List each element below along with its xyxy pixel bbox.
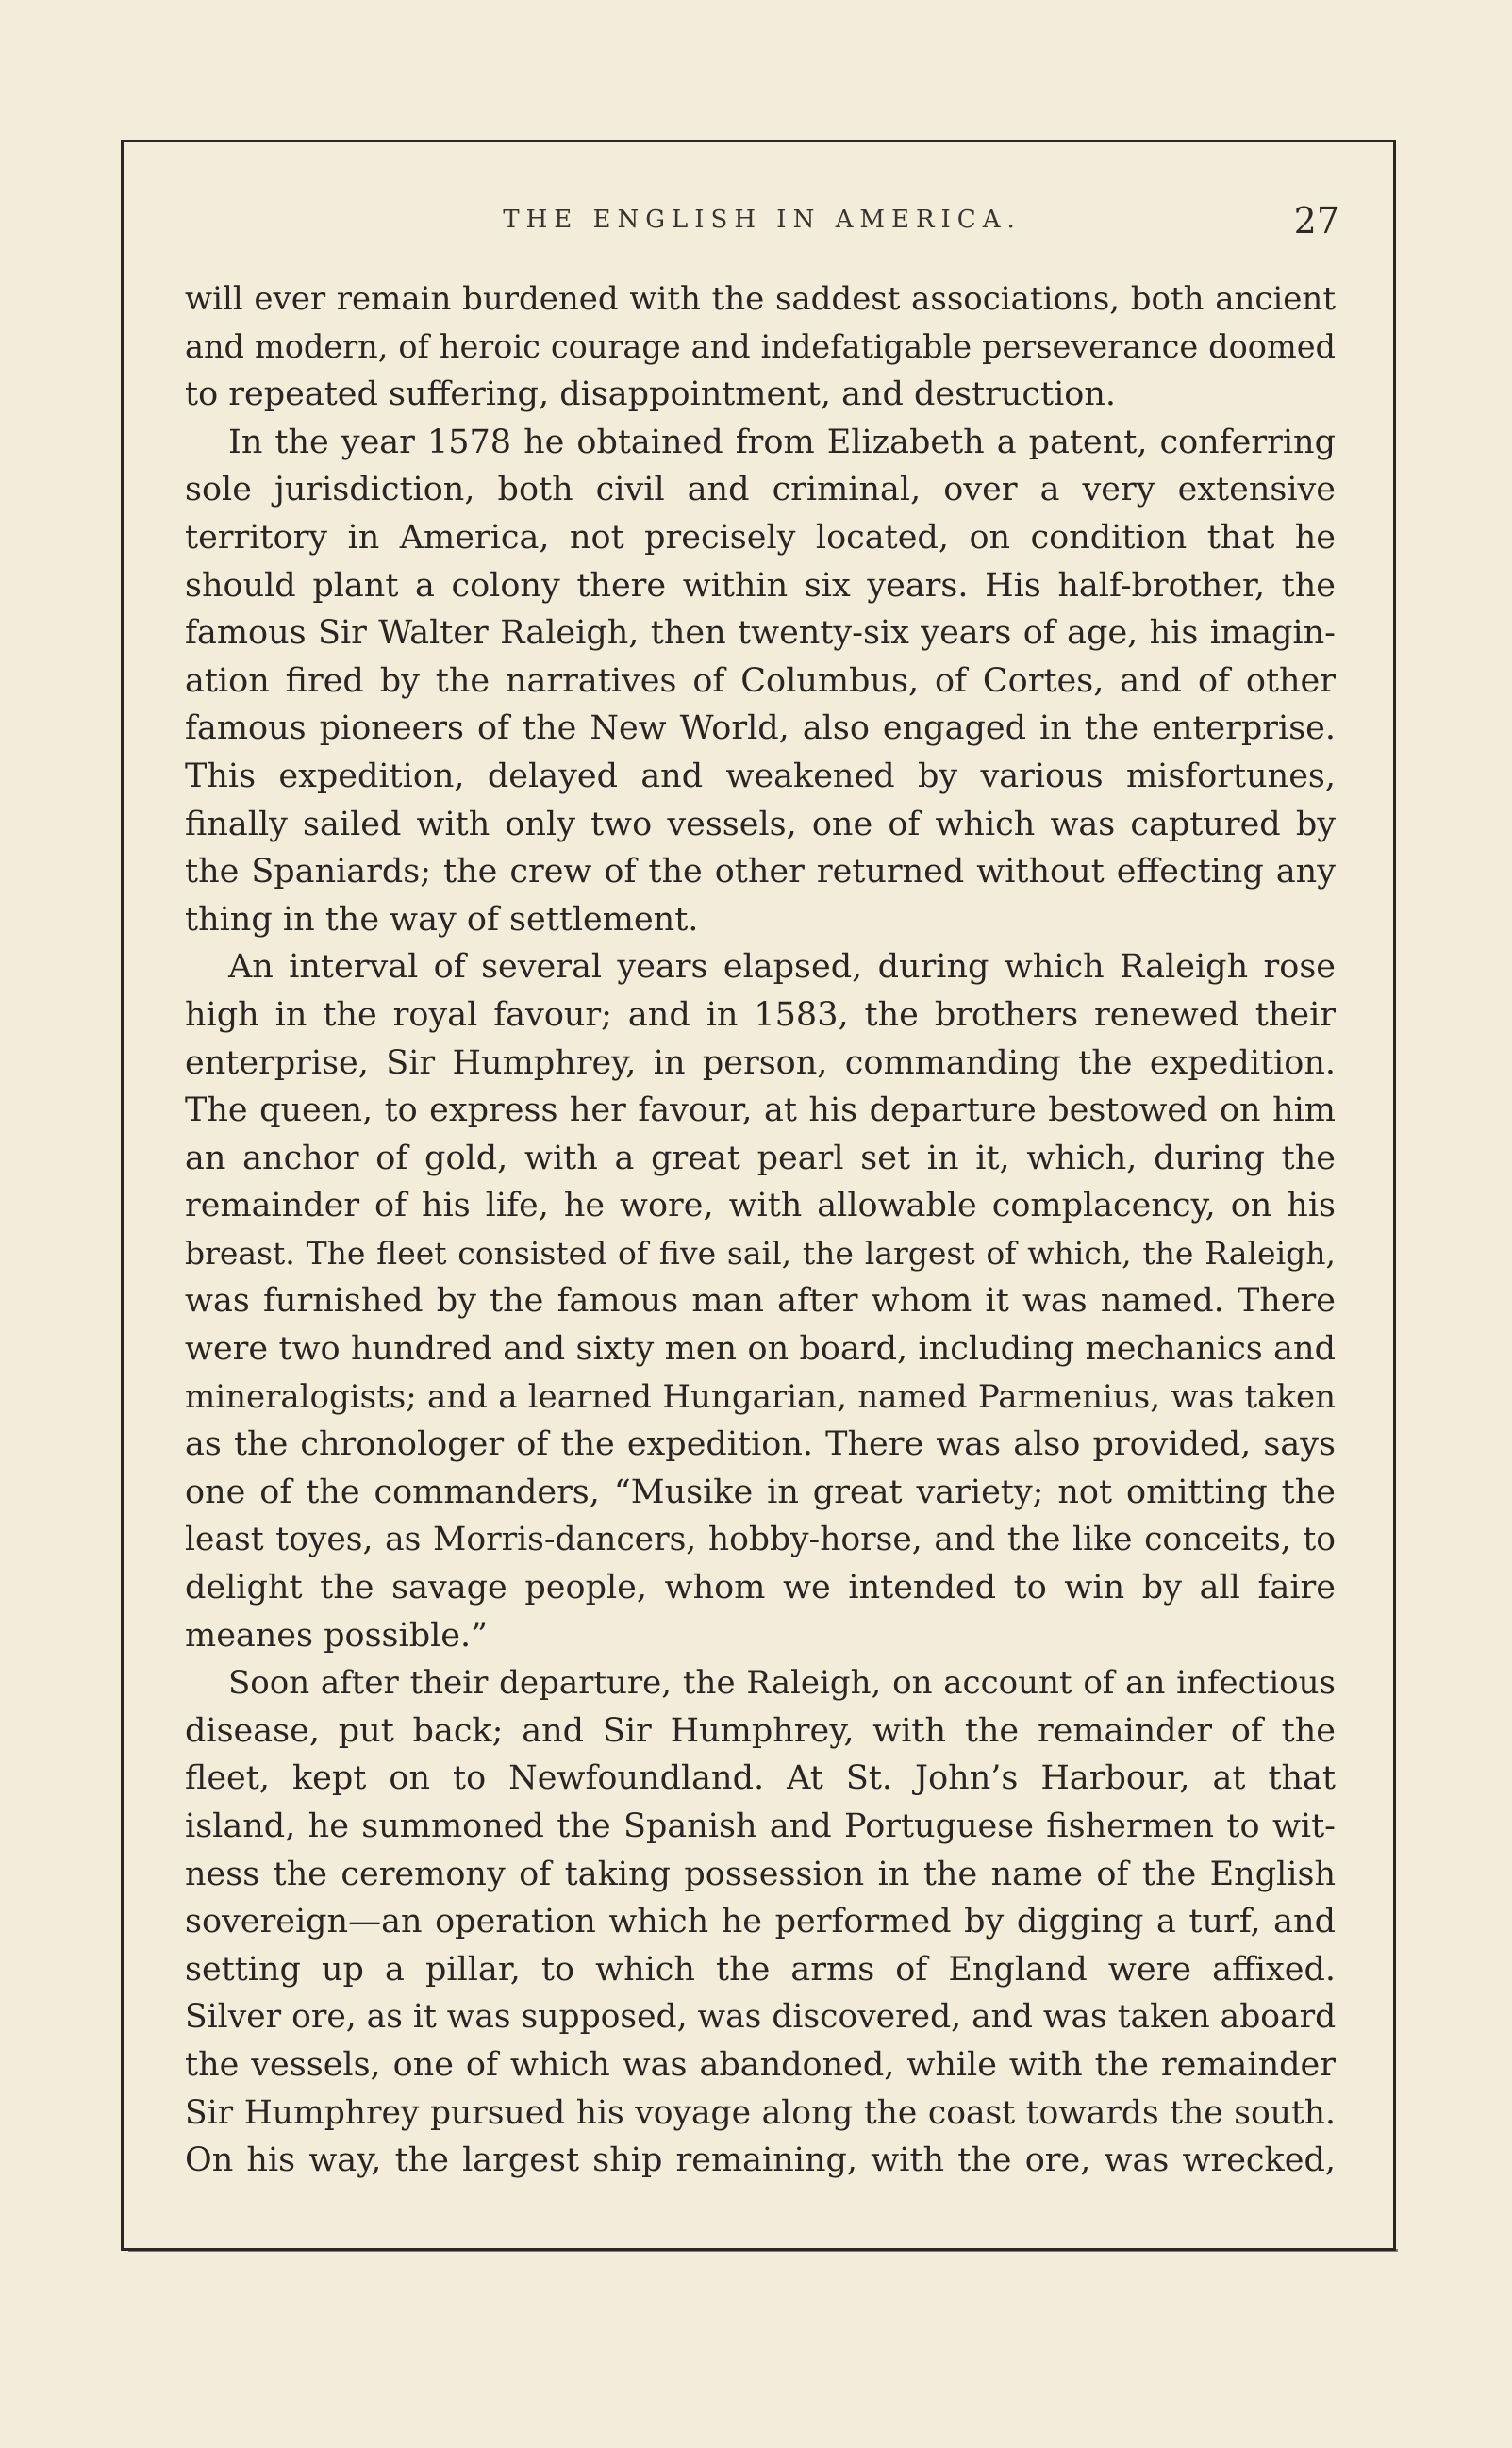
text-line: will ever remain burdened with the saddest associations, both ancient [185, 280, 1336, 318]
text-line: one of the commanders, “Musike in great variety; not omitting the [185, 1473, 1336, 1511]
text-line: enterprise, Sir Humphrey, in person, commanding the expedition. [185, 1043, 1336, 1082]
page-number: 27 [1293, 200, 1339, 241]
text-line: finally sailed with only two vessels, one of which was captured by [185, 805, 1336, 843]
text-line: Silver ore, as it was supposed, was discovered, and was taken aboard [185, 1998, 1337, 2037]
text-line: island, he summoned the Spanish and Portuguese fishermen to wit- [185, 1807, 1336, 1845]
text-line: mineralogists; and a learned Hungarian, named Parmenius, was taken [185, 1377, 1336, 1416]
text-line: ness the ceremony of taking possession in the name of the English [185, 1855, 1336, 1893]
text-line: disease, put back; and Sir Humphrey, with the remainder of the [185, 1711, 1336, 1750]
text-line: An interval of several years elapsed, during which Raleigh rose [228, 948, 1336, 987]
text-line: In the year 1578 he obtained from Elizabeth a patent, conferring [228, 423, 1336, 461]
text-line: thing in the way of settlement. [185, 900, 699, 939]
text-line: the vessels, one of which was abandoned, while with the remainder [185, 2045, 1336, 2084]
text-line: delight the savage people, whom we intended to win by all faire [185, 1569, 1336, 1607]
body-text [185, 275, 1336, 2185]
text-line: to repeated suffering, disappointment, and destruction. [185, 375, 1117, 414]
page-border-bottom-rule [128, 2249, 1398, 2252]
text-line: This expedition, delayed and weakened by various misfortunes, [185, 757, 1336, 795]
text-line: famous Sir Walter Raleigh, then twenty-six years of age, his imagin- [185, 614, 1336, 653]
text-line: territory in America, not precisely located, on condition that he [185, 518, 1336, 557]
text-line: fleet, kept on to Newfoundland. At St. John’s Harbour, at that [185, 1759, 1336, 1798]
text-line: setting up a pillar, to which the arms of England were affixed. [185, 1950, 1336, 1989]
text-line: an anchor of gold, with a great pearl set in it, which, during the [185, 1139, 1336, 1177]
text-line: remainder of his life, he wore, with allowable complacency, on his [185, 1187, 1336, 1225]
text-line: On his way, the largest ship remaining, with the ore, was wrecked, [185, 2141, 1336, 2180]
text-line: The queen, to express her favour, at his departure bestowed on him [185, 1091, 1336, 1130]
text-line: were two hundred and sixty men on board, including mechanics and [185, 1330, 1336, 1369]
text-line: high in the royal favour; and in 1583, the brothers renewed their [185, 995, 1336, 1034]
page-header [185, 200, 1339, 247]
text-line: the Spaniards; the crew of the other returned without effecting any [185, 853, 1336, 891]
text-line: and modern, of heroic courage and indefatigable perseverance doomed [185, 327, 1336, 365]
text-line: Soon after their departure, the Raleigh, on account of an infectious [228, 1664, 1336, 1703]
text-line: breast. The fleet consisted of five sail, the largest of which, the Raleigh, [185, 1234, 1336, 1272]
text-line: was furnished by the famous man after whom it was named. There [185, 1282, 1336, 1321]
running-head: THE ENGLISH IN AMERICA. [503, 206, 1022, 234]
text-line: least toyes, as Morris-dancers, hobby-horse, and the like conceits, to [185, 1521, 1336, 1559]
text-line: ation fired by the narratives of Columbus, of Cortes, and of other [185, 661, 1336, 700]
text-line: should plant a colony there within six years. His half-brother, the [185, 566, 1336, 605]
text-line: Sir Humphrey pursued his voyage along the coast towards the south. [185, 2093, 1336, 2132]
text-line: meanes possible.” [185, 1616, 489, 1655]
text-line: sole jurisdiction, both civil and criminal, over a very extensive [185, 471, 1336, 509]
text-line: as the chronologer of the expedition. There was also provided, says [185, 1425, 1336, 1464]
text-line: sovereign—an operation which he performed by digging a turf, and [185, 1903, 1336, 1941]
text-line: famous pioneers of the New World, also engaged in the enterprise. [185, 709, 1336, 748]
